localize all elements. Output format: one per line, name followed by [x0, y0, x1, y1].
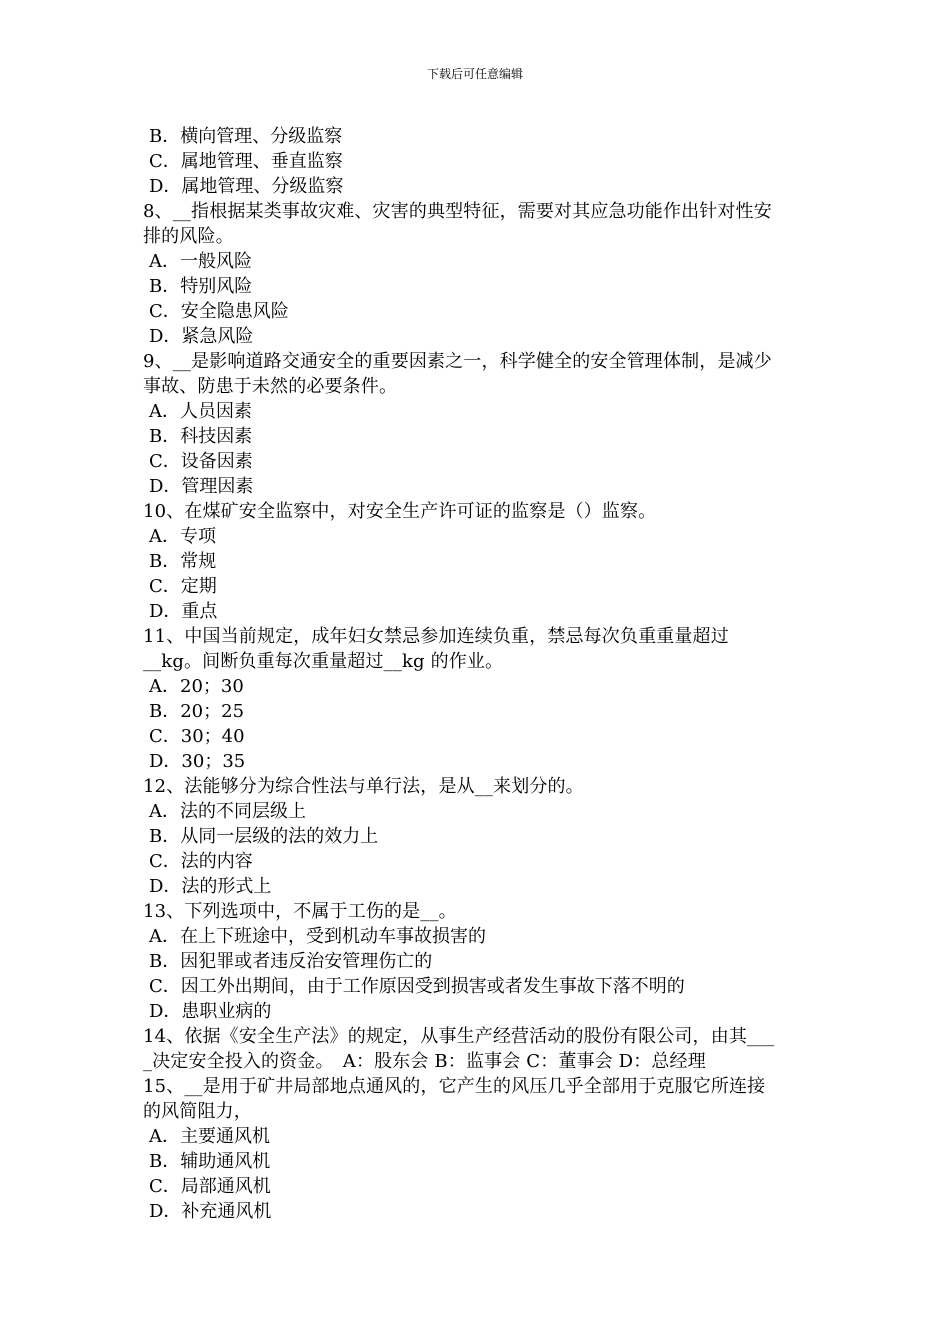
question-text-line: 12、法能够分为综合性法与单行法，是从__来划分的。: [143, 776, 584, 797]
answer-option-line: B．特别风险: [149, 276, 253, 297]
answer-option-line: D．管理因素: [149, 476, 254, 497]
answer-option-line: B．常规: [149, 551, 217, 572]
answer-option-line: D．紧急风险: [149, 326, 254, 347]
answer-option-line: B．20；25: [149, 701, 245, 722]
answer-option-line: B．横向管理、分级监察: [149, 126, 343, 147]
answer-option-line: D．补充通风机: [149, 1201, 272, 1222]
answer-option-line: A．人员因素: [149, 401, 252, 422]
answer-option-line: A．一般风险: [149, 251, 252, 272]
answer-option-line: C．属地管理、垂直监察: [149, 151, 343, 172]
answer-option-line: B．辅助通风机: [149, 1151, 271, 1172]
answer-option-line: C．因工外出期间，由于工作原因受到损害或者发生事故下落不明的: [149, 976, 685, 997]
question-text-line: 15、__是用于矿井局部地点通风的，它产生的风压几乎全部用于克服它所连接: [143, 1076, 766, 1097]
answer-option-line: A．法的不同层级上: [149, 801, 306, 822]
question-text-line: 的风简阻力，: [143, 1101, 252, 1122]
document-body: [143, 124, 811, 1224]
answer-option-line: C．设备因素: [149, 451, 253, 472]
answer-option-line: A．主要通风机: [149, 1126, 270, 1147]
answer-option-line: A．专项: [149, 526, 216, 547]
answer-option-line: C．30；40: [149, 726, 245, 747]
question-text-line: 排的风险。: [143, 226, 234, 247]
answer-option-line: C．安全隐患风险: [149, 301, 289, 322]
question-text-line: 11、中国当前规定，成年妇女禁忌参加连续负重，禁忌每次负重重量超过: [143, 626, 729, 647]
answer-option-line: A．在上下班途中，受到机动车事故损害的: [149, 926, 486, 947]
answer-option-line: C．局部通风机: [149, 1176, 271, 1197]
question-text-line: _决定安全投入的资金。 A：股东会 B：监事会 C：董事会 D：总经理: [143, 1051, 706, 1072]
answer-option-line: C．定期: [149, 576, 217, 597]
answer-option-line: B．因犯罪或者违反治安管理伤亡的: [149, 951, 433, 972]
question-text-line: 13、下列选项中，不属于工伤的是__。: [143, 901, 457, 922]
page-header-note: 下载后可任意编辑: [426, 67, 523, 81]
question-text-line: 8、__指根据某类事故灾难、灾害的典型特征，需要对其应急功能作出针对性安: [143, 201, 772, 222]
answer-option-line: D．患职业病的: [149, 1001, 272, 1022]
answer-option-line: B．科技因素: [149, 426, 253, 447]
question-text-line: 10、在煤矿安全监察中，对安全生产许可证的监察是（）监察。: [143, 501, 657, 522]
answer-option-line: B．从同一层级的法的效力上: [149, 826, 379, 847]
answer-option-line: D．30；35: [149, 751, 246, 772]
answer-option-line: D．法的形式上: [149, 876, 272, 897]
answer-option-line: C．法的内容: [149, 851, 253, 872]
question-text-line: 事故、防患于未然的必要条件。: [143, 376, 398, 397]
answer-option-line: A．20；30: [149, 676, 244, 697]
answer-option-line: D．属地管理、分级监察: [149, 176, 344, 197]
answer-option-line: D．重点: [149, 601, 218, 622]
question-text-line: 14、依据《安全生产法》的规定，从事生产经营活动的股份有限公司，由其___: [143, 1026, 775, 1047]
question-text-line: __kg。间断负重每次重量超过__kg 的作业。: [143, 651, 504, 672]
question-text-line: 9、__是影响道路交通安全的重要因素之一，科学健全的安全管理体制，是减少: [143, 351, 772, 372]
